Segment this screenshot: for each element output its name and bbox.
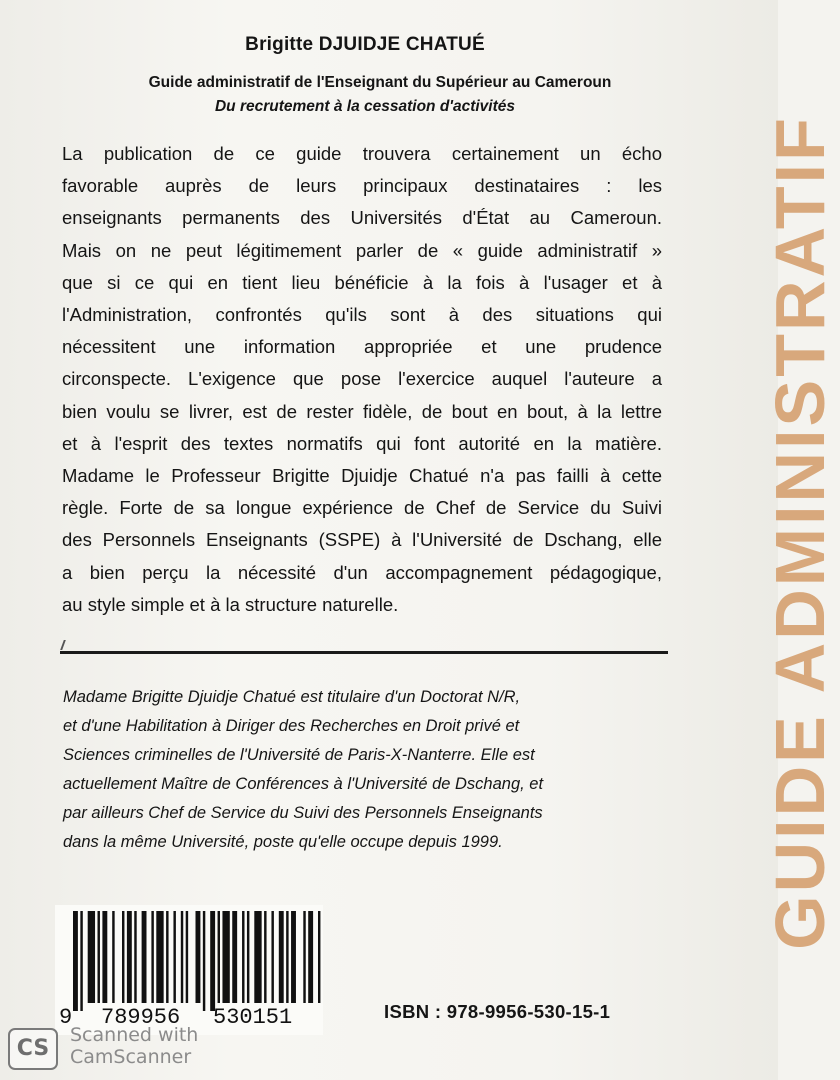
blurb-line: enseignants permanents des Universités d'État au Cameroun. [62,207,662,229]
barcode-bar [203,911,205,1011]
barcode-bar [264,911,266,1003]
barcode-bar [286,911,288,1003]
barcode-bar [156,911,163,1003]
barcode-digits-right: 530151 [213,1005,293,1030]
blurb-line: bien voulu se livrer, est de rester fidèle, de bout en bout, à la lettre [62,400,662,422]
camscanner-watermark [70,1024,270,1068]
book-subtitle: Du recrutement à la cessation d'activités [214,98,516,115]
barcode-bar [308,911,313,1003]
barcode-digits-left: 789956 [101,1005,181,1030]
barcode-bar [73,911,78,1011]
blurb-line: que si ce qui en tient lieu bénéficie à la fois à l'usager et à [62,271,662,293]
barcode-bar [134,911,136,1003]
section-divider [60,651,668,654]
camscanner-logo: CS [8,1028,58,1070]
barcode-bar [318,911,320,1003]
blurb-line: La publication de ce guide trouvera certainement un écho [62,143,662,164]
barcode-bar [218,911,220,1003]
barcode-bar [98,911,100,1003]
barcode-bar [279,911,284,1003]
barcode-bar [88,911,95,1003]
watermark-line: Scanned with [70,1024,199,1046]
watermark-line: CamScanner [70,1046,192,1068]
blurb-line: a bien perçu la nécessité d'un accompagnement pédagogique, [62,561,662,583]
spine-title: GUIDE ADMINISTRATIF [761,115,839,950]
bio-line: par ailleurs Chef de Service du Suivi des Personnels Enseignants [63,804,543,822]
barcode-bar [173,911,175,1003]
blurb-line: et à l'esprit des textes normatifs qui font autorité en la matière. [62,432,662,454]
blurb-line: Madame le Professeur Brigitte Djuidje Chatué n'a pas failli à cette [62,465,662,487]
blurb-line: circonspecte. L'exigence que pose l'exercice auquel l'auteure a [62,368,662,390]
blurb-paragraph [62,138,662,621]
blurb-line: Mais on ne peut légitimement parler de « guide administratif » [62,239,662,261]
barcode-bar [166,911,168,1003]
bio-line: actuellement Maître de Conférences à l'Université de Dschang, et [63,775,544,793]
isbn-number: ISBN : 978-9956-530-15-1 [384,1001,611,1022]
author-name: Brigitte DJUIDJE CHATUÉ [245,34,485,55]
blurb-line: favorable auprès de leurs principaux destinataires : les [62,175,662,197]
barcode-digit-lead: 9 [59,1005,73,1030]
barcode-bar [186,911,188,1003]
bio-line: dans la même Université, poste qu'elle occupe depuis 1999. [63,833,503,851]
separator-tick [60,640,66,650]
author-bio [63,683,623,857]
barcode [55,905,323,1035]
barcode-bar [181,911,183,1003]
barcode-bar [127,911,132,1003]
barcode-bar [254,911,261,1003]
barcode-bar [80,911,82,1011]
barcode-bar [271,911,273,1003]
barcode-bar [122,911,124,1003]
bio-line: Sciences criminelles de l'Université de Paris-X-Nanterre. Elle est [63,746,535,764]
barcode-bar [242,911,244,1003]
barcode-bar [222,911,229,1003]
barcode-bar [142,911,147,1003]
barcode-bar [291,911,296,1003]
barcode-bar [210,911,215,1011]
book-title: Guide administratif de l'Enseignant du Supérieur au Cameroun [148,74,612,91]
blurb-line: des Personnels Enseignants (SSPE) à l'Université de Dschang, elle [62,529,662,551]
blurb-line: nécessitent une information appropriée et une prudence [62,336,662,358]
barcode-bars [73,911,318,1011]
barcode-bar [102,911,107,1003]
blurb-line: règle. Forte de sa longue expérience de Chef de Service du Suivi [62,497,662,519]
spine-title-band [680,30,839,1035]
barcode-bar [151,911,153,1003]
barcode-bar [232,911,237,1003]
bio-line: Madame Brigitte Djuidje Chatué est titulaire d'un Doctorat N/R, [63,688,521,706]
barcode-bar [247,911,249,1003]
barcode-bar [112,911,114,1003]
bio-line: et d'une Habilitation à Diriger des Recherches en Droit privé et [63,717,520,735]
barcode-bar [303,911,305,1003]
barcode-bar [196,911,201,1003]
blurb-line: au style simple et à la structure naturelle. [62,593,399,615]
blurb-line: l'Administration, confrontés qu'ils sont à des situations qui [62,304,662,326]
